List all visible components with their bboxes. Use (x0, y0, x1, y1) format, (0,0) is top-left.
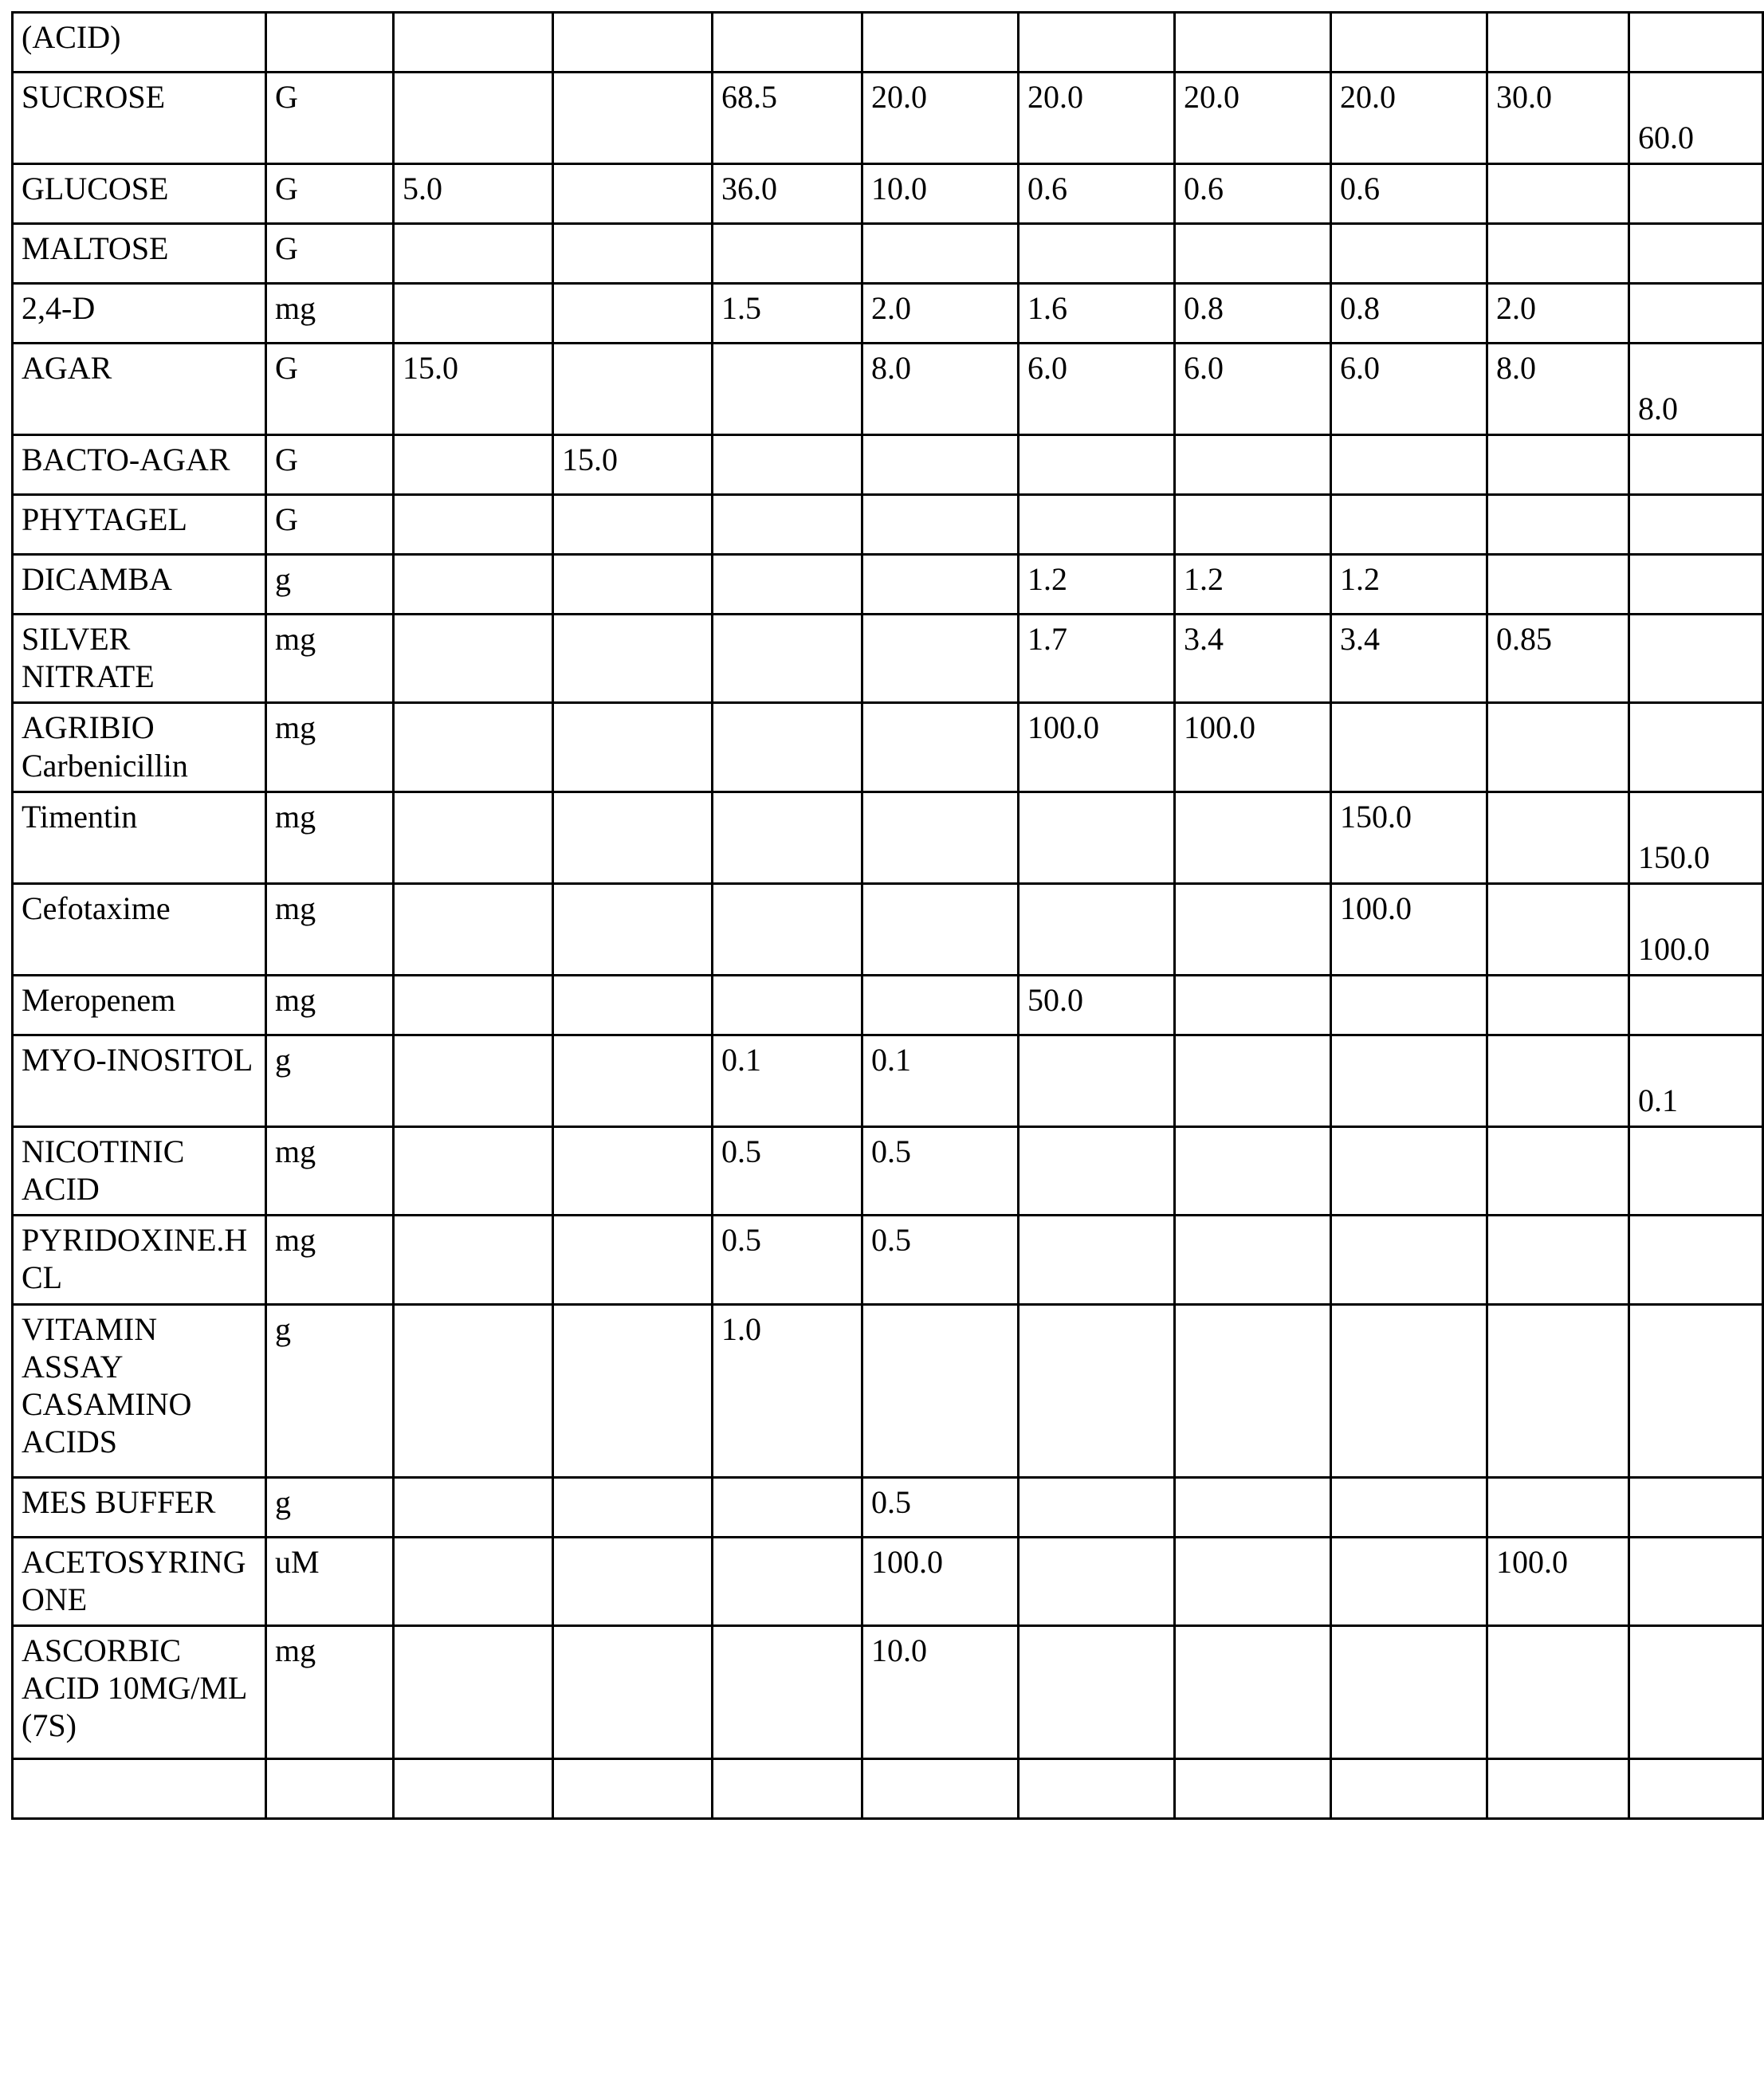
value-cell (1019, 224, 1175, 284)
value-cell (1019, 435, 1175, 495)
value-cell (713, 495, 862, 555)
component-name-cell (13, 1758, 266, 1818)
value-cell (553, 284, 713, 344)
value-cell: 150.0 (1331, 792, 1487, 883)
unit-cell: mg (266, 615, 394, 703)
value-cell (394, 1216, 553, 1304)
unit-cell: mg (266, 1625, 394, 1758)
value-cell: 0.5 (862, 1216, 1019, 1304)
value-cell (1629, 1537, 1763, 1625)
table-row (13, 435, 1763, 495)
value-cell (862, 435, 1019, 495)
component-name-cell: PYRIDOXINE.HCL (13, 1216, 266, 1304)
value-cell: 6.0 (1019, 344, 1175, 435)
value-cell (1331, 495, 1487, 555)
component-name-cell: (ACID) (13, 13, 266, 73)
unit-cell: G (266, 435, 394, 495)
unit-cell (266, 13, 394, 73)
unit-cell: uM (266, 1537, 394, 1625)
value-cell: 0.5 (713, 1126, 862, 1215)
value-cell (1019, 1304, 1175, 1477)
value-cell: 1.0 (713, 1304, 862, 1477)
value-cell (553, 1216, 713, 1304)
value-cell (713, 975, 862, 1035)
value-cell: 10.0 (862, 164, 1019, 224)
component-name-cell: PHYTAGEL (13, 495, 266, 555)
unit-cell (266, 1758, 394, 1818)
value-cell (394, 73, 553, 164)
table-row (13, 1625, 1763, 1758)
component-name-cell: GLUCOSE (13, 164, 266, 224)
value-cell (713, 555, 862, 615)
component-name-cell: 2,4-D (13, 284, 266, 344)
value-cell: 1.2 (1175, 555, 1331, 615)
value-cell (862, 224, 1019, 284)
value-cell (1331, 1304, 1487, 1477)
value-cell (1487, 883, 1629, 975)
value-cell (553, 1126, 713, 1215)
value-cell (1175, 224, 1331, 284)
value-cell (394, 883, 553, 975)
value-cell (1019, 792, 1175, 883)
table-row (13, 224, 1763, 284)
unit-cell: g (266, 1304, 394, 1477)
value-cell: 6.0 (1175, 344, 1331, 435)
value-cell: 0.5 (862, 1126, 1019, 1215)
value-cell: 0.1 (862, 1035, 1019, 1126)
value-cell (1175, 13, 1331, 73)
value-cell: 100.0 (1175, 703, 1331, 792)
table-row (13, 495, 1763, 555)
value-cell: 0.1 (1629, 1035, 1763, 1126)
unit-cell: mg (266, 284, 394, 344)
table-row (13, 792, 1763, 883)
value-cell: 0.5 (862, 1477, 1019, 1537)
value-cell (1629, 164, 1763, 224)
component-name-cell: Meropenem (13, 975, 266, 1035)
value-cell (862, 495, 1019, 555)
value-cell: 0.8 (1175, 284, 1331, 344)
value-cell (553, 1477, 713, 1537)
value-cell (713, 883, 862, 975)
value-cell (553, 224, 713, 284)
value-cell (1175, 1758, 1331, 1818)
value-cell (1487, 1035, 1629, 1126)
value-cell (1175, 975, 1331, 1035)
value-cell (1019, 1758, 1175, 1818)
unit-cell: g (266, 1477, 394, 1537)
table-row (13, 1126, 1763, 1215)
value-cell (1487, 975, 1629, 1035)
value-cell (553, 1304, 713, 1477)
value-cell (394, 13, 553, 73)
table-row (13, 1758, 1763, 1818)
value-cell: 5.0 (394, 164, 553, 224)
unit-cell: mg (266, 792, 394, 883)
value-cell: 20.0 (1019, 73, 1175, 164)
table-row (13, 975, 1763, 1035)
component-name-cell: MES BUFFER (13, 1477, 266, 1537)
value-cell (1175, 1625, 1331, 1758)
value-cell (553, 1537, 713, 1625)
component-name-cell: Cefotaxime (13, 883, 266, 975)
value-cell (1629, 1126, 1763, 1215)
value-cell: 3.4 (1331, 615, 1487, 703)
value-cell (553, 495, 713, 555)
value-cell (1629, 615, 1763, 703)
value-cell (713, 615, 862, 703)
value-cell (394, 1035, 553, 1126)
value-cell (553, 164, 713, 224)
value-cell (1487, 555, 1629, 615)
value-cell (1487, 164, 1629, 224)
value-cell (713, 703, 862, 792)
component-name-cell: VITAMIN ASSAY CASAMINO ACIDS (13, 1304, 266, 1477)
unit-cell: G (266, 344, 394, 435)
value-cell (394, 792, 553, 883)
value-cell (553, 1625, 713, 1758)
value-cell (1019, 883, 1175, 975)
value-cell: 1.5 (713, 284, 862, 344)
value-cell: 1.2 (1331, 555, 1487, 615)
value-cell (1629, 495, 1763, 555)
value-cell (553, 703, 713, 792)
value-cell (1629, 975, 1763, 1035)
value-cell (1175, 1216, 1331, 1304)
value-cell (394, 284, 553, 344)
table-row (13, 703, 1763, 792)
value-cell: 100.0 (1331, 883, 1487, 975)
value-cell (394, 1477, 553, 1537)
value-cell (1331, 13, 1487, 73)
value-cell (862, 975, 1019, 1035)
value-cell: 150.0 (1629, 792, 1763, 883)
value-cell (1629, 1216, 1763, 1304)
table-row (13, 344, 1763, 435)
value-cell (713, 435, 862, 495)
value-cell (1175, 792, 1331, 883)
value-cell: 0.6 (1019, 164, 1175, 224)
component-name-cell: ACETOSYRINGONE (13, 1537, 266, 1625)
value-cell (1019, 1477, 1175, 1537)
value-cell (394, 1537, 553, 1625)
value-cell (713, 344, 862, 435)
value-cell (1175, 1304, 1331, 1477)
value-cell (862, 13, 1019, 73)
table-row (13, 164, 1763, 224)
component-name-cell: AGAR (13, 344, 266, 435)
value-cell: 20.0 (1331, 73, 1487, 164)
component-name-cell: SUCROSE (13, 73, 266, 164)
value-cell: 30.0 (1487, 73, 1629, 164)
value-cell (394, 975, 553, 1035)
value-cell (862, 703, 1019, 792)
table-row (13, 555, 1763, 615)
value-cell (862, 1304, 1019, 1477)
value-cell (553, 1758, 713, 1818)
value-cell (713, 1537, 862, 1625)
unit-cell: mg (266, 703, 394, 792)
table-body (13, 13, 1763, 1819)
unit-cell: mg (266, 883, 394, 975)
value-cell: 1.6 (1019, 284, 1175, 344)
unit-cell: mg (266, 975, 394, 1035)
value-cell: 20.0 (862, 73, 1019, 164)
value-cell: 0.8 (1331, 284, 1487, 344)
value-cell (553, 555, 713, 615)
value-cell (1019, 495, 1175, 555)
value-cell (1019, 1216, 1175, 1304)
table-row (13, 1216, 1763, 1304)
value-cell (1487, 1625, 1629, 1758)
table-row (13, 1537, 1763, 1625)
value-cell (1331, 975, 1487, 1035)
value-cell: 0.6 (1331, 164, 1487, 224)
value-cell (862, 555, 1019, 615)
value-cell (1487, 13, 1629, 73)
value-cell: 6.0 (1331, 344, 1487, 435)
value-cell (1487, 224, 1629, 284)
component-name-cell: SILVER NITRATE (13, 615, 266, 703)
value-cell (1629, 555, 1763, 615)
table-row (13, 284, 1763, 344)
value-cell: 20.0 (1175, 73, 1331, 164)
value-cell: 8.0 (1629, 344, 1763, 435)
value-cell (394, 1758, 553, 1818)
table-row (13, 615, 1763, 703)
value-cell (553, 883, 713, 975)
value-cell (1487, 1216, 1629, 1304)
value-cell (553, 73, 713, 164)
value-cell (394, 555, 553, 615)
value-cell (713, 792, 862, 883)
component-name-cell: BACTO-AGAR (13, 435, 266, 495)
value-cell (1487, 1758, 1629, 1818)
value-cell (1175, 883, 1331, 975)
value-cell (1019, 1126, 1175, 1215)
value-cell (1629, 284, 1763, 344)
value-cell (1331, 1035, 1487, 1126)
table-row (13, 1477, 1763, 1537)
value-cell (1487, 703, 1629, 792)
value-cell (1331, 1758, 1487, 1818)
table-row (13, 73, 1763, 164)
value-cell: 10.0 (862, 1625, 1019, 1758)
value-cell: 0.85 (1487, 615, 1629, 703)
value-cell: 15.0 (553, 435, 713, 495)
value-cell: 2.0 (862, 284, 1019, 344)
value-cell: 100.0 (1019, 703, 1175, 792)
unit-cell: g (266, 1035, 394, 1126)
unit-cell: mg (266, 1216, 394, 1304)
value-cell (1019, 1537, 1175, 1625)
value-cell: 2.0 (1487, 284, 1629, 344)
value-cell (1175, 1477, 1331, 1537)
table-row (13, 1304, 1763, 1477)
table-row (13, 1035, 1763, 1126)
value-cell: 50.0 (1019, 975, 1175, 1035)
unit-cell: G (266, 73, 394, 164)
value-cell: 0.1 (713, 1035, 862, 1126)
value-cell: 1.2 (1019, 555, 1175, 615)
value-cell (1331, 1216, 1487, 1304)
value-cell (1019, 1625, 1175, 1758)
value-cell: 8.0 (1487, 344, 1629, 435)
value-cell (1019, 1035, 1175, 1126)
value-cell: 0.6 (1175, 164, 1331, 224)
component-name-cell: NICOTINIC ACID (13, 1126, 266, 1215)
value-cell (1629, 1625, 1763, 1758)
value-cell (1331, 1126, 1487, 1215)
value-cell: 68.5 (713, 73, 862, 164)
component-name-cell: MALTOSE (13, 224, 266, 284)
value-cell: 0.5 (713, 1216, 862, 1304)
value-cell (1487, 495, 1629, 555)
value-cell: 60.0 (1629, 73, 1763, 164)
value-cell (553, 344, 713, 435)
value-cell (713, 13, 862, 73)
unit-cell: G (266, 164, 394, 224)
media-components-table (11, 11, 1764, 1820)
value-cell (1487, 1477, 1629, 1537)
value-cell (394, 435, 553, 495)
value-cell (394, 495, 553, 555)
unit-cell: G (266, 224, 394, 284)
value-cell (1629, 1304, 1763, 1477)
value-cell (1175, 495, 1331, 555)
value-cell (1629, 435, 1763, 495)
value-cell: 3.4 (1175, 615, 1331, 703)
value-cell (553, 13, 713, 73)
value-cell (862, 1758, 1019, 1818)
value-cell (1175, 1126, 1331, 1215)
value-cell (394, 1126, 553, 1215)
value-cell (1629, 1477, 1763, 1537)
value-cell (394, 615, 553, 703)
value-cell (1019, 13, 1175, 73)
value-cell: 1.7 (1019, 615, 1175, 703)
table-row (13, 883, 1763, 975)
unit-cell: g (266, 555, 394, 615)
component-name-cell: AGRIBIO Carbenicillin (13, 703, 266, 792)
value-cell: 100.0 (1487, 1537, 1629, 1625)
value-cell: 100.0 (862, 1537, 1019, 1625)
component-name-cell: MYO-INOSITOL (13, 1035, 266, 1126)
value-cell (862, 792, 1019, 883)
value-cell (553, 615, 713, 703)
value-cell (1331, 1537, 1487, 1625)
value-cell: 36.0 (713, 164, 862, 224)
value-cell (713, 224, 862, 284)
value-cell (394, 703, 553, 792)
value-cell (1629, 13, 1763, 73)
value-cell: 8.0 (862, 344, 1019, 435)
unit-cell: mg (266, 1126, 394, 1215)
value-cell (713, 1758, 862, 1818)
value-cell (394, 1304, 553, 1477)
value-cell (1629, 1758, 1763, 1818)
value-cell (1487, 792, 1629, 883)
value-cell (553, 975, 713, 1035)
value-cell (1487, 435, 1629, 495)
component-name-cell: Timentin (13, 792, 266, 883)
unit-cell: G (266, 495, 394, 555)
value-cell (1331, 1477, 1487, 1537)
table-row (13, 13, 1763, 73)
value-cell (862, 883, 1019, 975)
value-cell (1629, 703, 1763, 792)
value-cell (713, 1625, 862, 1758)
value-cell (1175, 435, 1331, 495)
value-cell (1331, 703, 1487, 792)
component-name-cell: DICAMBA (13, 555, 266, 615)
value-cell (862, 615, 1019, 703)
value-cell (553, 1035, 713, 1126)
component-name-cell: ASCORBIC ACID 10MG/ML (7S) (13, 1625, 266, 1758)
value-cell (1331, 1625, 1487, 1758)
value-cell (1629, 224, 1763, 284)
value-cell: 15.0 (394, 344, 553, 435)
value-cell: 100.0 (1629, 883, 1763, 975)
value-cell (1175, 1537, 1331, 1625)
value-cell (1487, 1304, 1629, 1477)
value-cell (1331, 435, 1487, 495)
value-cell (394, 1625, 553, 1758)
value-cell (1175, 1035, 1331, 1126)
value-cell (713, 1477, 862, 1537)
value-cell (1487, 1126, 1629, 1215)
value-cell (553, 792, 713, 883)
value-cell (394, 224, 553, 284)
value-cell (1331, 224, 1487, 284)
